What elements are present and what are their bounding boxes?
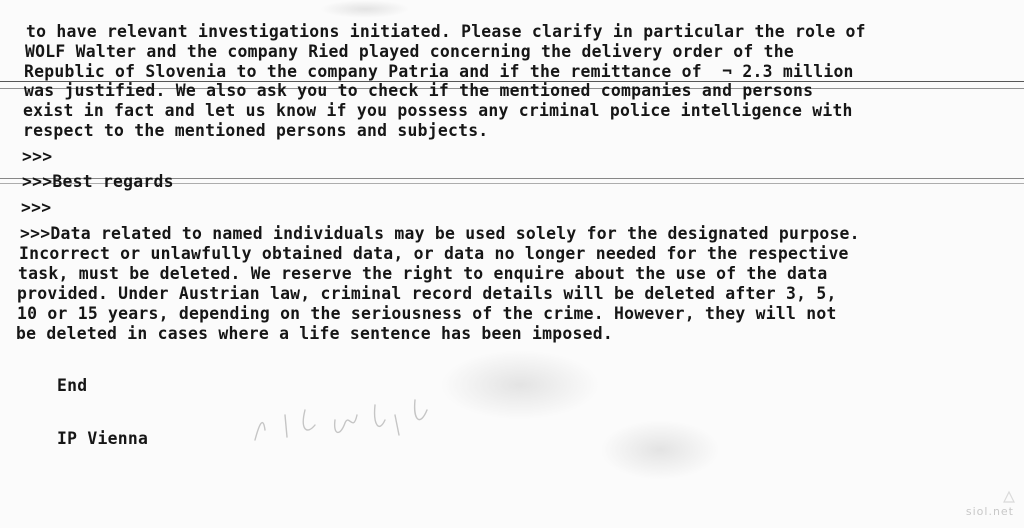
quote-marker: >>> (22, 147, 53, 166)
scan-smudge (600, 420, 720, 480)
text-line: >>>Data related to named individuals may be used solely for the designated purpose. (20, 224, 860, 243)
text-line: exist in fact and let us know if you possess any criminal police intelligence with (23, 101, 853, 120)
text-line: Incorrect or unlawfully obtained data, or data no longer needed for the respective (19, 244, 849, 263)
watermark: siol.net (965, 505, 1014, 518)
end-marker: End (57, 376, 88, 395)
text-line: provided. Under Austrian law, criminal record details will be deleted after 3, 5, (17, 284, 837, 303)
scan-smudge (440, 350, 600, 420)
text-line: Republic of Slovenia to the company Patria and if the remittance of ¬ 2.3 million (24, 62, 854, 81)
watermark-logo-icon (1002, 490, 1016, 504)
text-line: respect to the mentioned persons and subjects. (23, 121, 489, 140)
text-line: task, must be deleted. We reserve the right to enquire about the use of the data (18, 264, 828, 283)
signature-scribble (245, 385, 445, 455)
text-line: 10 or 15 years, depending on the seriousness of the crime. However, they will not (17, 304, 837, 323)
scan-smudge (320, 0, 410, 18)
text-line: be deleted in cases where a life sentence has been imposed. (16, 324, 613, 343)
text-line: WOLF Walter and the company Ried played concerning the delivery order of the (25, 42, 794, 61)
closing-greeting: >>>Best regards (22, 172, 174, 191)
quote-marker: >>> (21, 198, 52, 217)
text-line: was justified. We also ask you to check if the mentioned companies and persons (24, 81, 814, 100)
sender-name: IP Vienna (57, 429, 149, 448)
text-line: to have relevant investigations initiated. Please clarify in particular the role of (26, 22, 866, 41)
